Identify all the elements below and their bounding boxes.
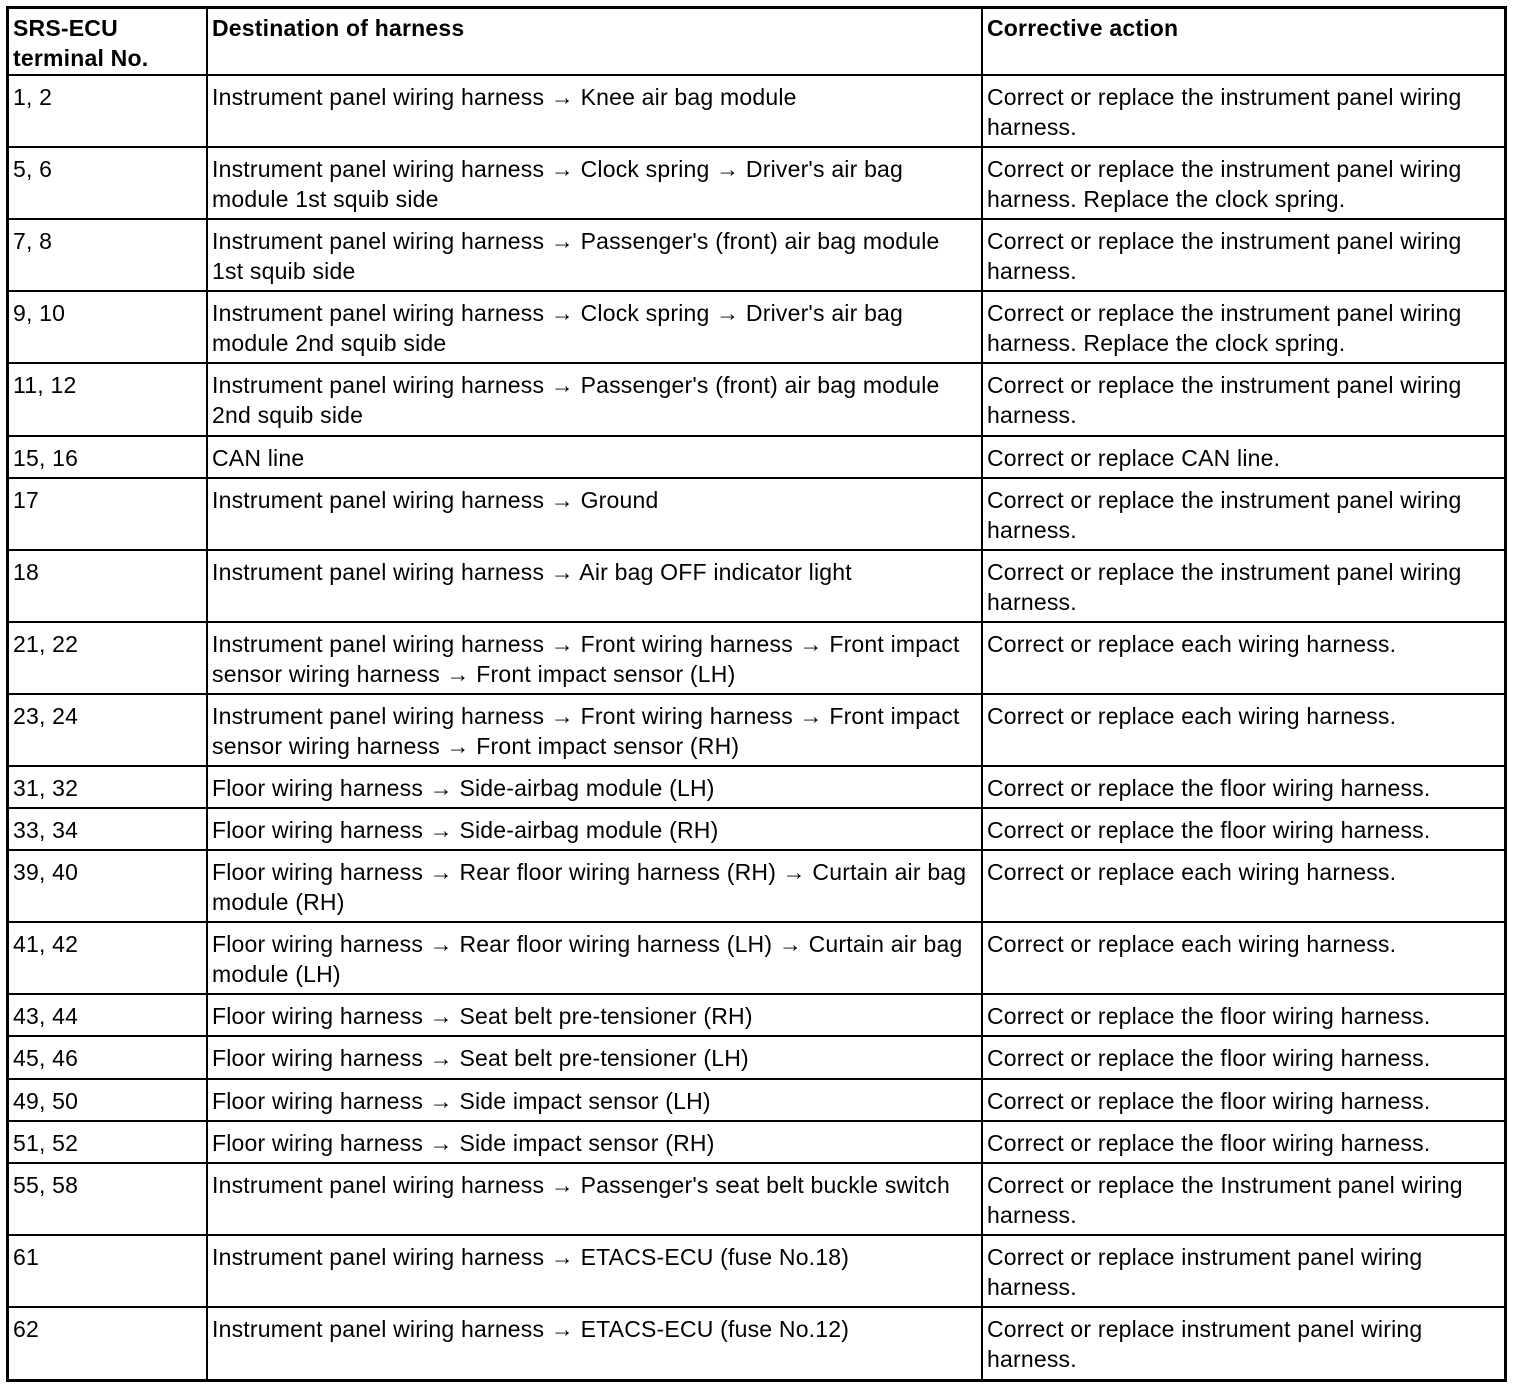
action-cell: Correct or replace the floor wiring harness.	[982, 1079, 1504, 1121]
terminal-cell: 61	[9, 1235, 207, 1307]
action-cell: Correct or replace the instrument panel wiring harness. Replace the clock spring.	[982, 291, 1504, 363]
destination-cell: Instrument panel wiring harness → Ground	[207, 478, 982, 550]
terminal-cell: 23, 24	[9, 694, 207, 766]
action-cell: Correct or replace the instrument panel wiring harness.	[982, 550, 1504, 622]
action-cell: Correct or replace each wiring harness.	[982, 622, 1504, 694]
table-row	[9, 808, 1504, 850]
action-cell: Correct or replace each wiring harness.	[982, 694, 1504, 766]
action-cell: Correct or replace instrument panel wiring harness.	[982, 1235, 1504, 1307]
terminal-cell: 51, 52	[9, 1121, 207, 1163]
terminal-cell: 62	[9, 1307, 207, 1379]
table-row	[9, 922, 1504, 994]
table-row	[9, 291, 1504, 363]
destination-cell: Floor wiring harness → Seat belt pre-tensioner (RH)	[207, 994, 982, 1036]
terminal-cell: 5, 6	[9, 147, 207, 219]
table-row	[9, 147, 1504, 219]
action-cell: Correct or replace each wiring harness.	[982, 850, 1504, 922]
destination-cell: CAN line	[207, 436, 982, 478]
terminal-cell: 33, 34	[9, 808, 207, 850]
destination-cell: Instrument panel wiring harness → Front wiring harness → Front impact sensor wiring harness → Front impact sensor (RH)	[207, 694, 982, 766]
action-cell: Correct or replace instrument panel wiring harness.	[982, 1307, 1504, 1379]
terminal-cell: 21, 22	[9, 622, 207, 694]
harness-table-frame	[6, 6, 1507, 1382]
table-row	[9, 766, 1504, 808]
header-destination: Destination of harness	[207, 9, 982, 75]
destination-cell: Instrument panel wiring harness → Clock spring → Driver's air bag module 1st squib side	[207, 147, 982, 219]
table-row	[9, 994, 1504, 1036]
terminal-cell: 39, 40	[9, 850, 207, 922]
terminal-cell: 18	[9, 550, 207, 622]
table-row	[9, 75, 1504, 147]
terminal-cell: 55, 58	[9, 1163, 207, 1235]
terminal-cell: 31, 32	[9, 766, 207, 808]
harness-table	[9, 9, 1504, 1379]
destination-cell: Instrument panel wiring harness → ETACS-ECU (fuse No.12)	[207, 1307, 982, 1379]
destination-cell: Instrument panel wiring harness → Knee air bag module	[207, 75, 982, 147]
action-cell: Correct or replace each wiring harness.	[982, 922, 1504, 994]
terminal-cell: 11, 12	[9, 363, 207, 435]
action-cell: Correct or replace the floor wiring harness.	[982, 808, 1504, 850]
destination-cell: Instrument panel wiring harness → Passenger's (front) air bag module 1st squib side	[207, 219, 982, 291]
terminal-cell: 17	[9, 478, 207, 550]
destination-cell: Floor wiring harness → Side impact sensor (LH)	[207, 1079, 982, 1121]
destination-cell: Instrument panel wiring harness → Air bag OFF indicator light	[207, 550, 982, 622]
action-cell: Correct or replace the floor wiring harness.	[982, 1036, 1504, 1078]
destination-cell: Floor wiring harness → Rear floor wiring harness (LH) → Curtain air bag module (LH)	[207, 922, 982, 994]
header-action: Corrective action	[982, 9, 1504, 75]
table-row	[9, 436, 1504, 478]
action-cell: Correct or replace the instrument panel wiring harness.	[982, 363, 1504, 435]
terminal-cell: 41, 42	[9, 922, 207, 994]
terminal-cell: 7, 8	[9, 219, 207, 291]
destination-cell: Instrument panel wiring harness → ETACS-ECU (fuse No.18)	[207, 1235, 982, 1307]
terminal-cell: 15, 16	[9, 436, 207, 478]
action-cell: Correct or replace the floor wiring harness.	[982, 994, 1504, 1036]
destination-cell: Instrument panel wiring harness → Passenger's (front) air bag module 2nd squib side	[207, 363, 982, 435]
destination-cell: Instrument panel wiring harness → Front wiring harness → Front impact sensor wiring harness → Front impact sensor (LH)	[207, 622, 982, 694]
action-cell: Correct or replace the floor wiring harness.	[982, 1121, 1504, 1163]
table-row	[9, 219, 1504, 291]
destination-cell: Floor wiring harness → Side-airbag module (LH)	[207, 766, 982, 808]
table-row	[9, 850, 1504, 922]
action-cell: Correct or replace CAN line.	[982, 436, 1504, 478]
table-row	[9, 363, 1504, 435]
action-cell: Correct or replace the instrument panel wiring harness.	[982, 219, 1504, 291]
terminal-cell: 43, 44	[9, 994, 207, 1036]
destination-cell: Floor wiring harness → Seat belt pre-tensioner (LH)	[207, 1036, 982, 1078]
action-cell: Correct or replace the floor wiring harness.	[982, 766, 1504, 808]
destination-cell: Floor wiring harness → Side impact sensor (RH)	[207, 1121, 982, 1163]
table-row	[9, 1036, 1504, 1078]
table-row	[9, 1079, 1504, 1121]
terminal-cell: 45, 46	[9, 1036, 207, 1078]
destination-cell: Floor wiring harness → Rear floor wiring harness (RH) → Curtain air bag module (RH)	[207, 850, 982, 922]
table-row	[9, 1121, 1504, 1163]
terminal-cell: 9, 10	[9, 291, 207, 363]
destination-cell: Instrument panel wiring harness → Clock spring → Driver's air bag module 2nd squib side	[207, 291, 982, 363]
table-row	[9, 478, 1504, 550]
table-row	[9, 622, 1504, 694]
destination-cell: Instrument panel wiring harness → Passenger's seat belt buckle switch	[207, 1163, 982, 1235]
table-row	[9, 550, 1504, 622]
action-cell: Correct or replace the instrument panel wiring harness.	[982, 478, 1504, 550]
action-cell: Correct or replace the Instrument panel wiring harness.	[982, 1163, 1504, 1235]
destination-cell: Floor wiring harness → Side-airbag module (RH)	[207, 808, 982, 850]
table-row	[9, 1235, 1504, 1307]
terminal-cell: 49, 50	[9, 1079, 207, 1121]
table-row	[9, 1163, 1504, 1235]
action-cell: Correct or replace the instrument panel wiring harness. Replace the clock spring.	[982, 147, 1504, 219]
terminal-cell: 1, 2	[9, 75, 207, 147]
table-header-row	[9, 9, 1504, 75]
header-terminal: SRS-ECU terminal No.	[9, 9, 207, 75]
table-row	[9, 694, 1504, 766]
action-cell: Correct or replace the instrument panel wiring harness.	[982, 75, 1504, 147]
table-row	[9, 1307, 1504, 1379]
